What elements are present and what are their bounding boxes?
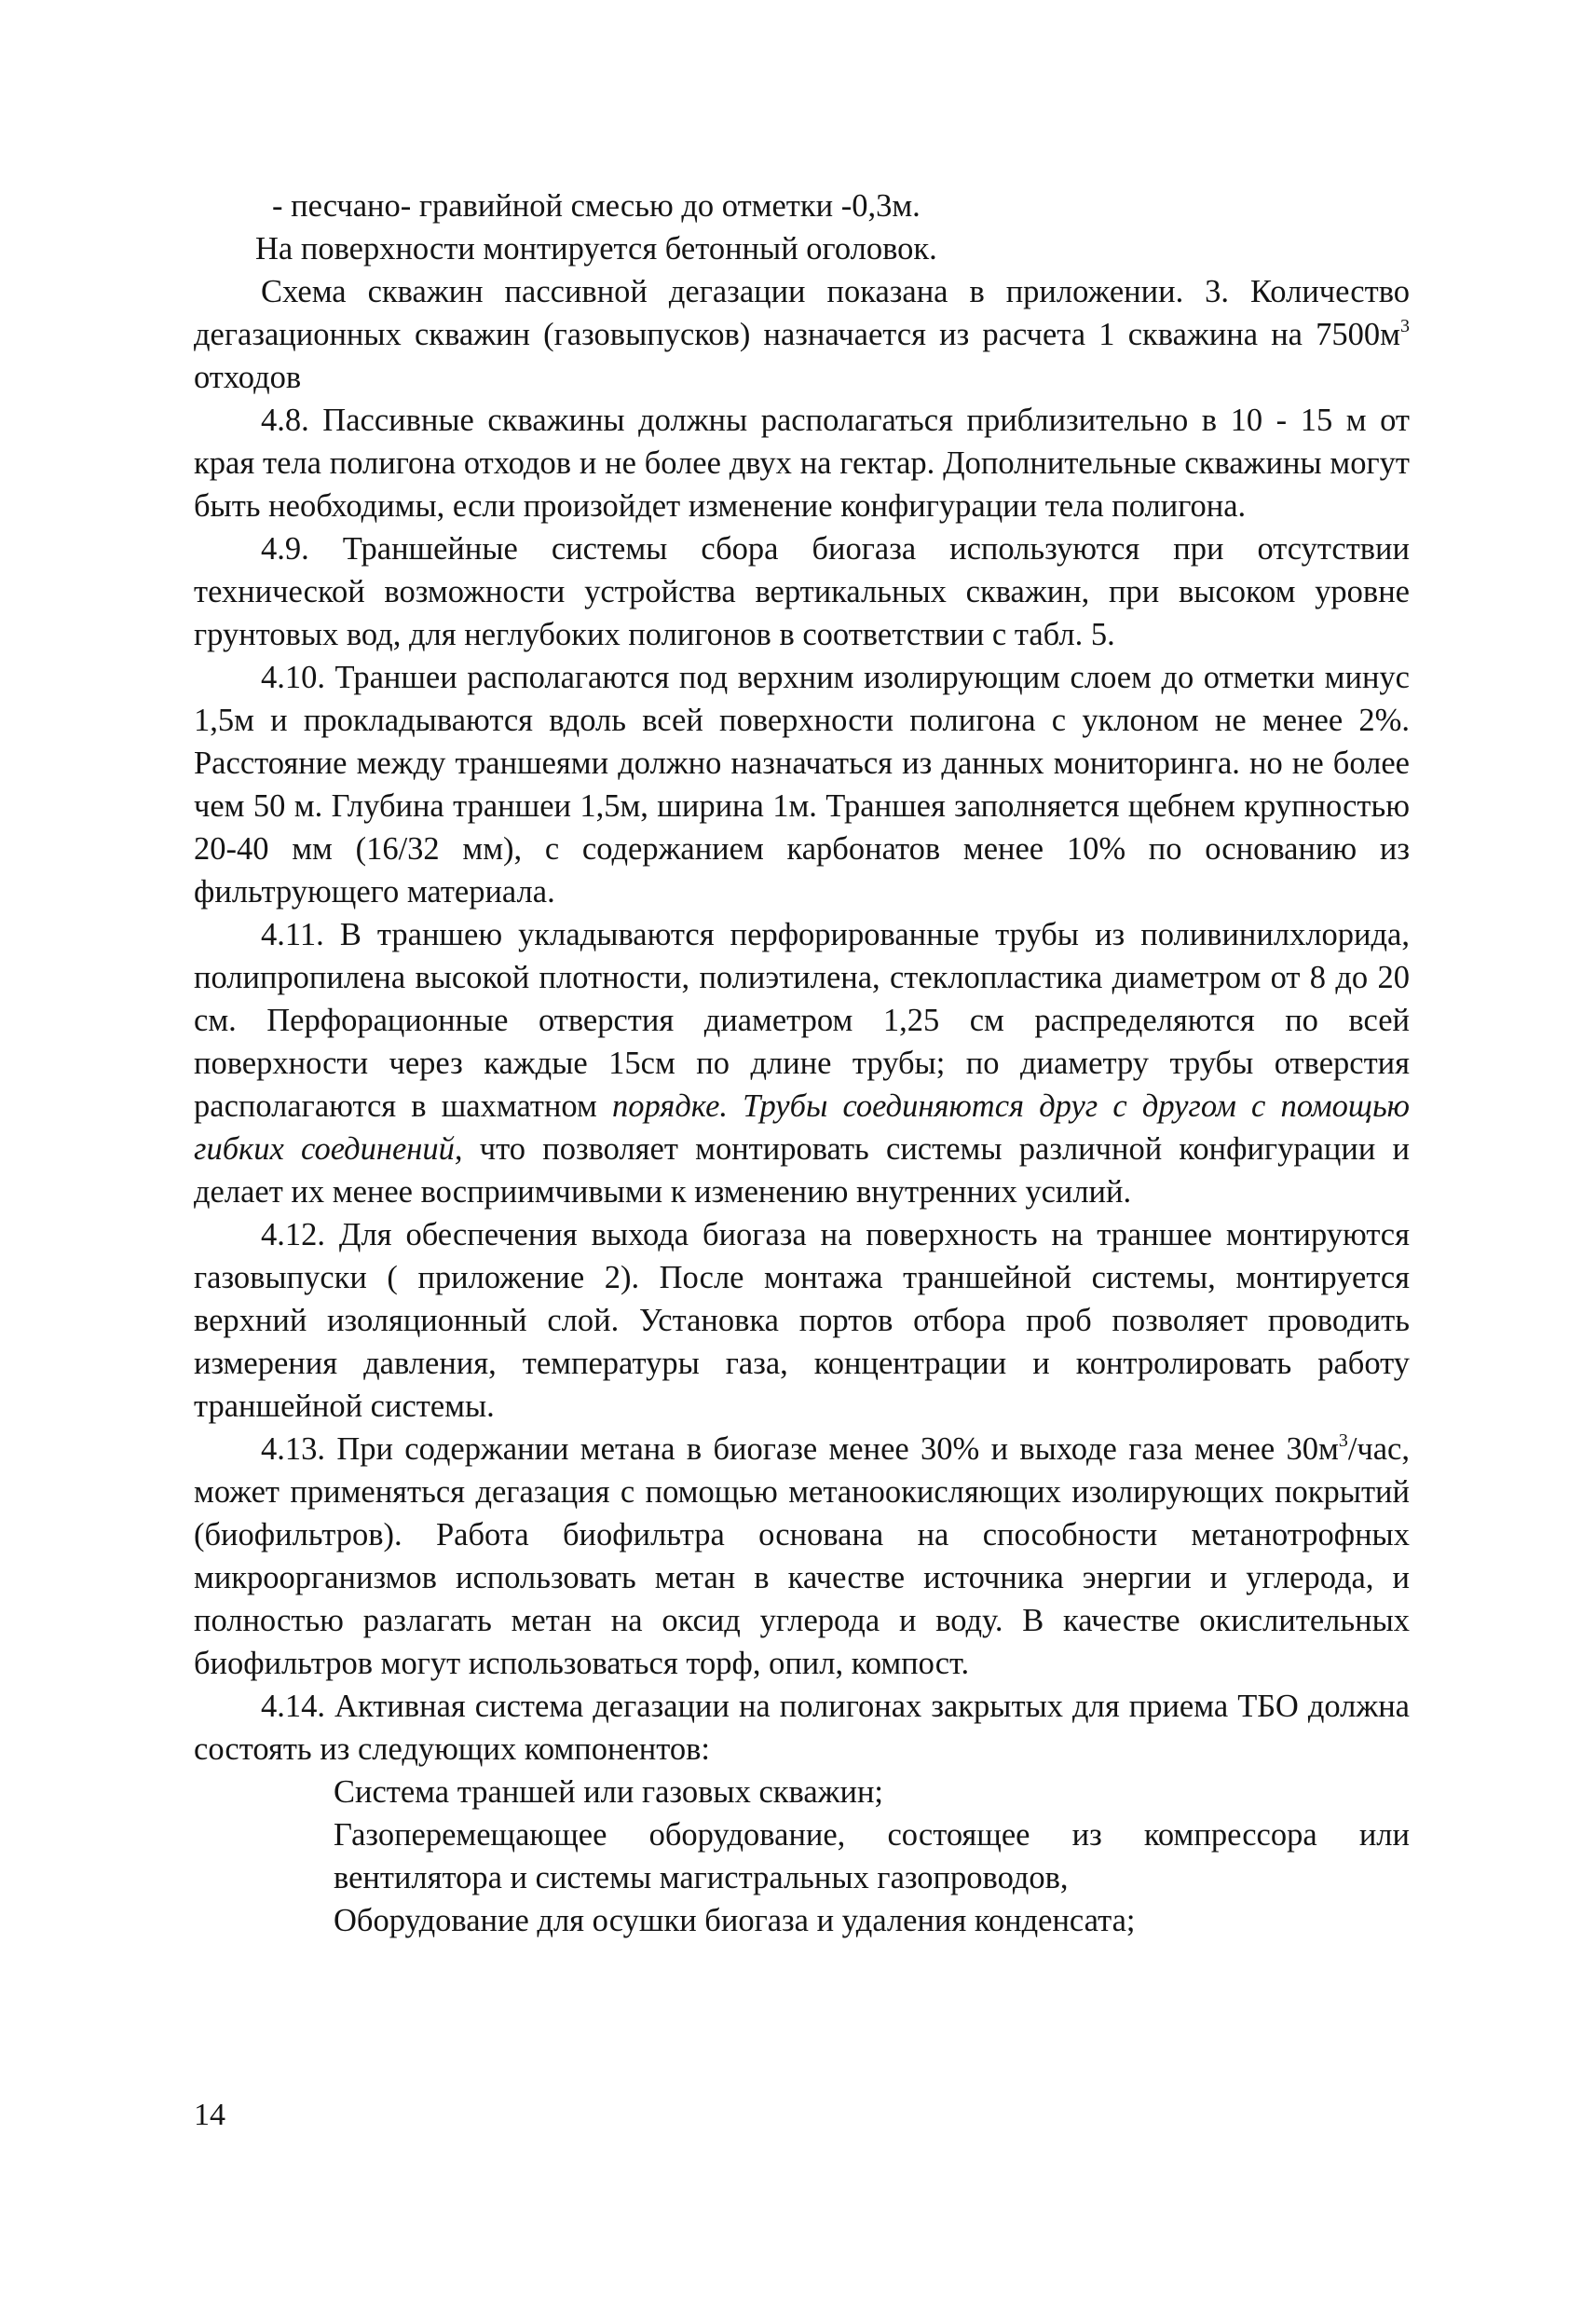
paragraph-text: Траншейные системы сбора биогаза используются при отсутствии технической возможности устройства вертикальных скважин, при высоком уровне грунтовых вод, для неглубоких полигонов в соответствии с табл. 5. (194, 531, 1410, 652)
paragraph-number: 4.13. (261, 1431, 325, 1467)
page-number: 14 (194, 2098, 225, 2132)
list-item-text: Оборудование для осушки биогаза и удаления конденсата; (334, 1903, 1136, 1938)
paragraph-4-12 (194, 1213, 1410, 1428)
paragraph-4-9 (194, 527, 1410, 656)
line-concrete-head (194, 227, 1410, 270)
paragraph-number: 4.12. (261, 1217, 325, 1252)
paragraph-4-11 (194, 913, 1410, 1213)
paragraph-text: что позволяет монтировать системы различной конфигурации и делает их менее восприимчивыми к изменению внутренних усилий. (194, 1131, 1410, 1210)
paragraph-text: /час, может применяться дегазация с помощью метаноокисляющих изолирующих покрытий (биофильтров). Работа биофильтра основана на способности метанотрофных микроорганизмов использовать метан в качестве источника энергии и углерода, и полностью разлагать метан на оксид углерода и воду. В качестве окислительных биофильтров могут использоваться торф, опил, компост. (194, 1431, 1410, 1681)
paragraph-number: 4.11. (261, 917, 324, 952)
list-item-gas-equipment (194, 1813, 1410, 1899)
text-span: - песчано- гравийной смесью до отметки -0,3м. (272, 188, 921, 224)
superscript: 3 (1400, 316, 1410, 336)
paragraph-number: 4.10. (261, 660, 325, 695)
paragraph-number: 4.8. (261, 403, 309, 438)
paragraph-number: 4.14. (261, 1689, 325, 1724)
paragraph-4-14 (194, 1685, 1410, 1771)
paragraph-text: Траншеи располагаются под верхним изолирующим слоем до отметки минус 1,5м и прокладываются вдоль всей поверхности полигона с уклоном не менее 2%. Расстояние между траншеями должно назначаться из данных мониторинга. но не более чем 50 м. Глубина траншеи 1,5м, ширина 1м. Траншея заполняется щебнем крупностью 20-40 мм (16/32 мм), с содержанием карбонатов менее 10% по основанию из фильтрующего материала. (194, 660, 1410, 910)
text-span: На поверхности монтируется бетонный оголовок. (255, 231, 937, 267)
paragraph-text: При содержании метана в биогазе менее 30% и выходе газа менее 30м (325, 1431, 1339, 1467)
list-item-text: Система траншей или газовых скважин; (334, 1774, 884, 1810)
italic-text: порядке. Трубы соединяются друг с другом с помощью гибких соединений, (194, 1088, 1410, 1167)
paragraph-4-8 (194, 399, 1410, 527)
paragraph-4-13 (194, 1428, 1410, 1685)
body-text (194, 185, 1410, 1942)
text-span: Схема скважин пассивной дегазации показана в приложении. 3. Количество дегазационных скважин (газовыпусков) назначается из расчета 1 скважина на 7500м (194, 274, 1410, 352)
paragraph-text: Для обеспечения выхода биогаза на поверхность на траншее монтируются газовыпуски ( приложение 2). После монтажа траншейной системы, монтируется верхний изоляционный слой. Установка портов отбора проб позволяет проводить измерения давления, температуры газа, концентрации и контролировать работу траншейной системы. (194, 1217, 1410, 1424)
paragraph-text: В траншею укладываются перфорированные трубы из поливинилхлорида, полипропилена высокой плотности, полиэтилена, стеклопластика диаметром от 8 до 20 см. Перфорационные отверстия диаметром 1,25 см распределяются по всей поверхности через каждые 15см по длине трубы; по диаметру трубы отверстия располагаются в шахматном (194, 917, 1410, 1124)
paragraph-text: Активная система дегазации на полигонах закрытых для приема ТБО должна состоять из следующих компонентов: (194, 1689, 1410, 1767)
list-item-drying-equipment (194, 1899, 1410, 1942)
paragraph-text: Пассивные скважины должны располагаться приблизительно в 10 - 15 м от края тела полигона отходов и не более двух на гектар. Дополнительные скважины могут быть необходимы, если произойдет изменение конфигурации тела полигона. (194, 403, 1410, 524)
text-span: отходов (194, 360, 302, 395)
line-gravel-mixture (194, 185, 1410, 227)
list-item-text: Газоперемещающее оборудование, состоящее из компрессора или вентилятора и системы магистральных газопроводов, (334, 1817, 1410, 1895)
superscript: 3 (1338, 1430, 1348, 1451)
list-item-trenches (194, 1771, 1410, 1813)
paragraph-number: 4.9. (261, 531, 309, 567)
paragraph-well-scheme (194, 270, 1410, 399)
paragraph-4-10 (194, 656, 1410, 913)
